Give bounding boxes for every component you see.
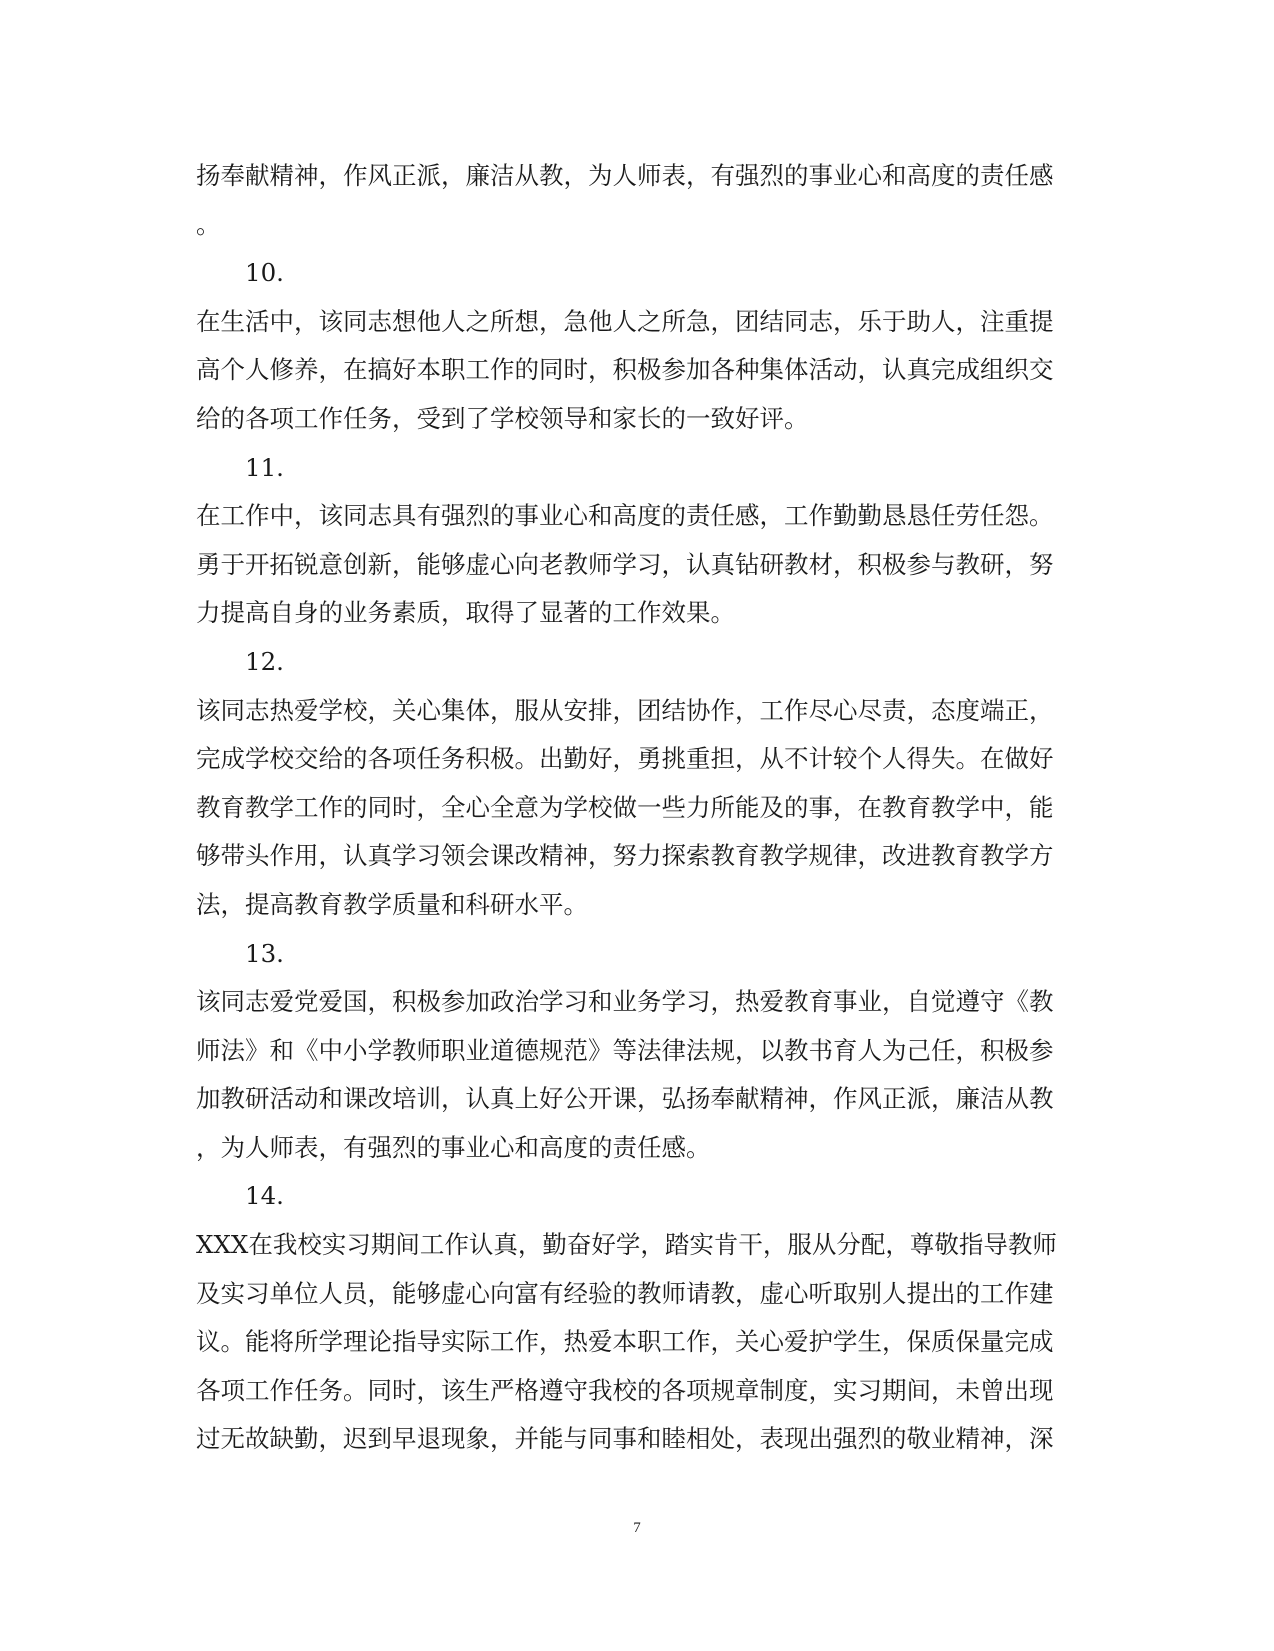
text-line: XXX在我校实习期间工作认真，勤奋好学，踏实肯干，服从分配，尊敬指导教师: [196, 1230, 1057, 1260]
text-line: 力提高自身的业务素质，取得了显著的工作效果。: [196, 598, 735, 628]
text-line: 在工作中，该同志具有强烈的事业心和高度的责任感，工作勤勤恳恳任劳任怨。: [196, 501, 1054, 531]
text-line: ，为人师表，有强烈的事业心和高度的责任感。: [196, 1132, 711, 1162]
text-line: 。: [196, 209, 221, 239]
text-line: 勇于开拓锐意创新，能够虚心向老教师学习，认真钻研教材，积极参与教研，努: [196, 549, 1054, 579]
text-line: 该同志爱党爱国，积极参加政治学习和业务学习，热爱教育事业，自觉遵守《教: [196, 987, 1054, 1017]
item-number: 13.: [245, 938, 284, 968]
item-number: 12.: [245, 646, 284, 676]
text-line: 各项工作任务。同时，该生严格遵守我校的各项规章制度，实习期间，未曾出现: [196, 1375, 1054, 1405]
text-line: 高个人修养，在搞好本职工作的同时，积极参加各种集体活动，认真完成组织交: [196, 355, 1054, 385]
text-line: 够带头作用，认真学习领会课改精神，努力探索教育教学规律，改进教育教学方: [196, 841, 1054, 871]
text-line: 及实习单位人员，能够虚心向富有经验的教师请教，虚心听取别人提出的工作建: [196, 1278, 1054, 1308]
page-body: [196, 152, 1076, 1464]
page-number: 7: [633, 1520, 641, 1536]
text-line: 过无故缺勤，迟到早退现象，并能与同事和睦相处，表现出强烈的敬业精神，深: [196, 1424, 1054, 1454]
text-line: 师法》和《中小学教师职业道德规范》等法律法规，以教书育人为己任，积极参: [196, 1035, 1054, 1065]
text-line: 给的各项工作任务，受到了学校领导和家长的一致好评。: [196, 403, 809, 433]
item-number: 14.: [245, 1181, 284, 1211]
text-line: 议。能将所学理论指导实际工作，热爱本职工作，关心爱护学生，保质保量完成: [196, 1327, 1054, 1357]
text-line: 法，提高教育教学质量和科研水平。: [196, 889, 588, 919]
text-line: 该同志热爱学校，关心集体，服从安排，团结协作，工作尽心尽责，态度端正，: [196, 695, 1054, 725]
text-line: 加教研活动和课改培训，认真上好公开课，弘扬奉献精神，作风正派，廉洁从教: [196, 1084, 1054, 1114]
text-line: 在生活中，该同志想他人之所想，急他人之所急，团结同志，乐于助人，注重提: [196, 306, 1054, 336]
text-line: 教育教学工作的同时，全心全意为学校做一些力所能及的事，在教育教学中，能: [196, 792, 1054, 822]
item-number: 10.: [245, 258, 284, 288]
text-line: 完成学校交给的各项任务积极。出勤好，勇挑重担，从不计较个人得失。在做好: [196, 744, 1054, 774]
item-number: 11.: [245, 452, 284, 482]
text-line: 扬奉献精神，作风正派，廉洁从教，为人师表，有强烈的事业心和高度的责任感: [196, 161, 1054, 190]
